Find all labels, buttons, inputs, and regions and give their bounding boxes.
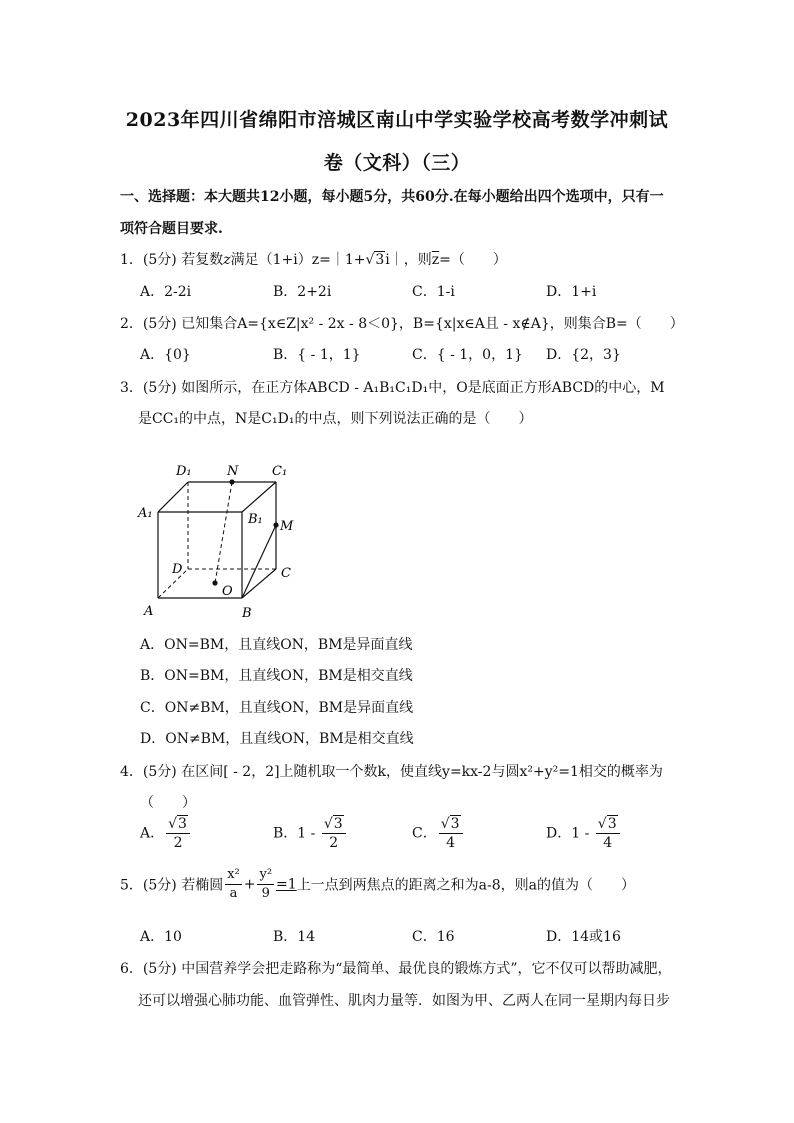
label-d1: D₁ — [176, 464, 192, 479]
label-c: C — [281, 566, 291, 581]
label-c1: C₁ — [272, 464, 288, 479]
q2-option-a: A．{0} — [140, 347, 191, 363]
label-a1: A₁ — [138, 506, 153, 521]
q4-option-b: B．1 - $\frac{√3}{2}$ — [273, 815, 348, 852]
q4-stem-line1: 4．(5分) 在区间[ - 2，2]上随机取一个数k，使直线y=kx-2与圆x²+y²=1相交的概率为 — [120, 764, 663, 780]
edge-b-c — [242, 569, 276, 598]
edge-a1-d1 — [158, 482, 188, 512]
q5-prefix: 5．(5分) 若椭圆 — [120, 877, 224, 894]
label-b1: B₁ — [248, 512, 263, 527]
q3-option-c: C．ON≠BM，且直线ON，BM是异面直线 — [140, 700, 414, 716]
paper-title-line1: 2023年四川省绵阳市涪城区南山中学实验学校高考数学冲刺试 — [125, 109, 669, 131]
section-heading-line2: 项符合题目要求. — [120, 221, 223, 237]
q1-zbar: $\overline{z}$ — [431, 252, 440, 268]
q1-option-b: B．2+2i — [273, 284, 332, 300]
q4-b-fraction: $\frac{√3}{2}$ — [322, 815, 346, 852]
edge-b1-c1 — [242, 482, 276, 512]
q2-option-c: C．{ - 1，0，1} — [412, 347, 523, 363]
q1-sqrt: √3 — [365, 252, 385, 268]
label-a: A — [144, 604, 154, 619]
q4-d-fraction: $\frac{√3}{4}$ — [596, 815, 620, 852]
q1-option-d: D．1+i — [546, 284, 597, 300]
q6-stem-line1: 6．(5分) 中国营养学会把走路称为“最简单、最优良的锻炼方式”，它不仅可以帮助减肥， — [120, 961, 672, 977]
q5-option-d: D．14或16 — [546, 929, 621, 945]
q5-stem: 5．(5分) 若椭圆 $\frac{\text{x²}}{a}$ + $\frac{\text{y²}}{9}$ =1上一点到两焦点的距离之和为a-8，则a的值为（ ） — [120, 867, 636, 901]
label-n: N — [227, 464, 239, 479]
cube-figure — [130, 455, 310, 630]
q4-option-c: C． $\frac{√3}{4}$ — [412, 815, 465, 852]
q5-option-a: A．10 — [140, 929, 182, 945]
label-m: M — [280, 519, 294, 534]
q1-stem — [120, 249, 507, 269]
label-b: B — [242, 606, 252, 621]
label-d: D — [172, 562, 183, 577]
q1-var-z: z — [223, 252, 231, 268]
q4-a-fraction: $\frac{√3}{2}$ — [166, 815, 190, 852]
q5-fraction-x: $\frac{\text{x²}}{a}$ — [227, 867, 240, 901]
label-o: O — [222, 584, 233, 599]
q2-option-b: B．{ - 1，1} — [273, 347, 361, 363]
q1-option-c: C．1-i — [412, 284, 455, 300]
q4-option-a: A． $\frac{√3}{2}$ — [140, 815, 192, 852]
q5-tail: 上一点到两焦点的距离之和为a-8，则a的值为（ ） — [296, 877, 636, 894]
q3-stem-line1: 3．(5分) 如图所示，在正方体ABCD - A₁B₁C₁D₁中，O是底面正方形ABCD的中心，M — [120, 380, 665, 396]
q2-option-d: D．{2，3} — [546, 347, 621, 363]
q1-option-a: A．2-2i — [140, 284, 192, 300]
q4-stem-line2: （ ） — [140, 795, 196, 811]
q3-stem-line2: 是CC₁的中点，N是C₁D₁的中点，则下列说法正确的是（ ） — [138, 411, 533, 427]
q2-stem: 2．(5分) 已知集合A={x∈Z|x² - 2x - 8＜0}，B={x|x∈A且 - x∉A}，则集合B=（ ） — [120, 316, 684, 332]
q1-mid: 满足（1+i）z=｜1+ — [230, 252, 366, 268]
q3-option-b: B．ON=BM，且直线ON，BM是相交直线 — [140, 668, 413, 684]
q1-tail: i｜，则 — [385, 252, 432, 268]
section-heading-line1: 一、选择题：本大题共12小题，每小题5分，共60分.在每小题给出四个选项中，只有一 — [120, 189, 664, 205]
q3-option-a: A．ON=BM，且直线ON，BM是异面直线 — [140, 637, 413, 653]
q3-option-d: D．ON≠BM，且直线ON，BM是相交直线 — [140, 731, 414, 747]
q1-prefix: 1．(5分) 若复数 — [120, 252, 224, 268]
q5-option-b: B．14 — [273, 929, 316, 945]
q6-stem-line2: 还可以增强心肺功能、血管弹性、肌肉力量等．如图为甲、乙两人在同一星期内每日步 — [138, 993, 670, 1009]
point-n — [229, 479, 234, 484]
q4-option-d: D．1 - $\frac{√3}{4}$ — [546, 815, 622, 852]
q1-end: =（ ） — [439, 252, 507, 268]
q5-fraction-y: $\frac{\text{y²}}{9}$ — [259, 867, 273, 901]
q4-c-fraction: $\frac{√3}{4}$ — [439, 815, 463, 852]
segment-on — [215, 482, 232, 583]
paper-title-line2: 卷（文科）（三） — [323, 152, 471, 174]
point-o — [212, 580, 217, 585]
point-m — [273, 522, 278, 527]
segment-bm — [242, 525, 276, 598]
q5-option-c: C．16 — [412, 929, 455, 945]
